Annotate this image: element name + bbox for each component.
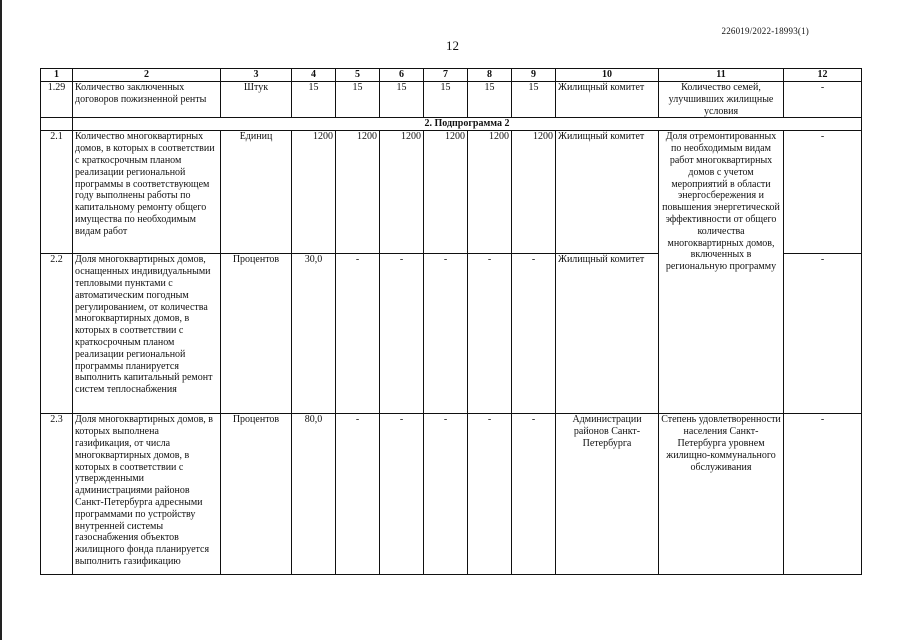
indicator-name: Доля многоквартирных домов, оснащенных индивидуальными тепловыми пунктами с автоматическим погодным регулированием, от количества многоквартирных домов, в которых в соответствии с краткосрочным планом реализации региональной программы планируется выполнить капитальный ремонт систем теплоснабжения — [73, 254, 221, 414]
column-header: 2 — [73, 69, 221, 82]
value-cell: 1200 — [512, 131, 556, 254]
document-number: 226019/2022-18993(1) — [721, 26, 809, 36]
value-cell: 30,0 — [292, 254, 336, 414]
column-header: 4 — [292, 69, 336, 82]
value-cell: 1200 — [292, 131, 336, 254]
unit: Процентов — [221, 414, 292, 575]
indicator-name: Доля многоквартирных домов, в которых выполнена газификация, от числа многоквартирных домов, в которых в соответствии с утвержденными администрациями районов Санкт-Петербурга адресными программами по устройству внутренней системы газоснабжения объектов жилищного фонда планируется выполнить газификацию — [73, 414, 221, 575]
responsible-executor: Жилищный комитет — [556, 131, 659, 254]
indicators-table — [40, 68, 862, 575]
value-cell: 1200 — [468, 131, 512, 254]
column-header: 12 — [784, 69, 862, 82]
value-cell: - — [380, 254, 424, 414]
row-number: 2.1 — [41, 131, 73, 254]
value-cell: - — [468, 254, 512, 414]
value-cell: 15 — [468, 82, 512, 118]
value-cell: - — [336, 254, 380, 414]
unit: Штук — [221, 82, 292, 118]
section-row — [41, 118, 862, 131]
value-cell: 1200 — [336, 131, 380, 254]
value-cell: 15 — [424, 82, 468, 118]
column-header: 7 — [424, 69, 468, 82]
value-cell: 1200 — [380, 131, 424, 254]
indicator-name: Количество многоквартирных домов, в которых в соответствии с краткосрочным планом реализации региональной программы в соответствующем году выполнены работы по капитальному ремонту общего имущества по необходимым видам работ — [73, 131, 221, 254]
value-cell: - — [512, 414, 556, 575]
target-indicator: Доля отремонтированных по необходимым видам работ многоквартирных домов с учетом мероприятий в области энергосбережения и повышения энергетической эффективности от общего количества многоквартирных домов, включенных в региональную программу — [659, 131, 784, 414]
page-left-edge — [0, 0, 2, 640]
value-cell: 80,0 — [292, 414, 336, 575]
column-header: 10 — [556, 69, 659, 82]
value-cell: - — [380, 414, 424, 575]
section-number-cell — [41, 118, 73, 131]
column-header: 6 — [380, 69, 424, 82]
value-cell: 15 — [336, 82, 380, 118]
note-cell: - — [784, 254, 862, 414]
note-cell: - — [784, 414, 862, 575]
responsible-executor: Жилищный комитет — [556, 82, 659, 118]
responsible-executor: Жилищный комитет — [556, 254, 659, 414]
table-header-row — [41, 69, 862, 82]
note-cell: - — [784, 131, 862, 254]
unit: Единиц — [221, 131, 292, 254]
target-indicator: Степень удовлетворенности населения Санкт-Петербурга уровнем жилищно-коммунального обслуживания — [659, 414, 784, 575]
value-cell: 15 — [380, 82, 424, 118]
note-cell: - — [784, 82, 862, 118]
table-row — [41, 414, 862, 575]
column-header: 5 — [336, 69, 380, 82]
table-row — [41, 131, 862, 254]
value-cell: 15 — [512, 82, 556, 118]
value-cell: 1200 — [424, 131, 468, 254]
page-number: 12 — [446, 38, 459, 53]
unit: Процентов — [221, 254, 292, 414]
row-number: 1.29 — [41, 82, 73, 118]
target-indicator: Количество семей, улучшивших жилищные условия — [659, 82, 784, 118]
table-row — [41, 82, 862, 118]
value-cell: 15 — [292, 82, 336, 118]
row-number: 2.2 — [41, 254, 73, 414]
value-cell: - — [424, 414, 468, 575]
column-header: 3 — [221, 69, 292, 82]
column-header: 11 — [659, 69, 784, 82]
column-header: 9 — [512, 69, 556, 82]
column-header: 8 — [468, 69, 512, 82]
section-title: 2. Подпрограмма 2 — [73, 118, 862, 131]
value-cell: - — [424, 254, 468, 414]
responsible-executor: Администрации районов Санкт-Петербурга — [556, 414, 659, 575]
value-cell: - — [468, 414, 512, 575]
value-cell: - — [512, 254, 556, 414]
value-cell: - — [336, 414, 380, 575]
row-number: 2.3 — [41, 414, 73, 575]
column-header: 1 — [41, 69, 73, 82]
indicator-name: Количество заключенных договоров пожизненной ренты — [73, 82, 221, 118]
